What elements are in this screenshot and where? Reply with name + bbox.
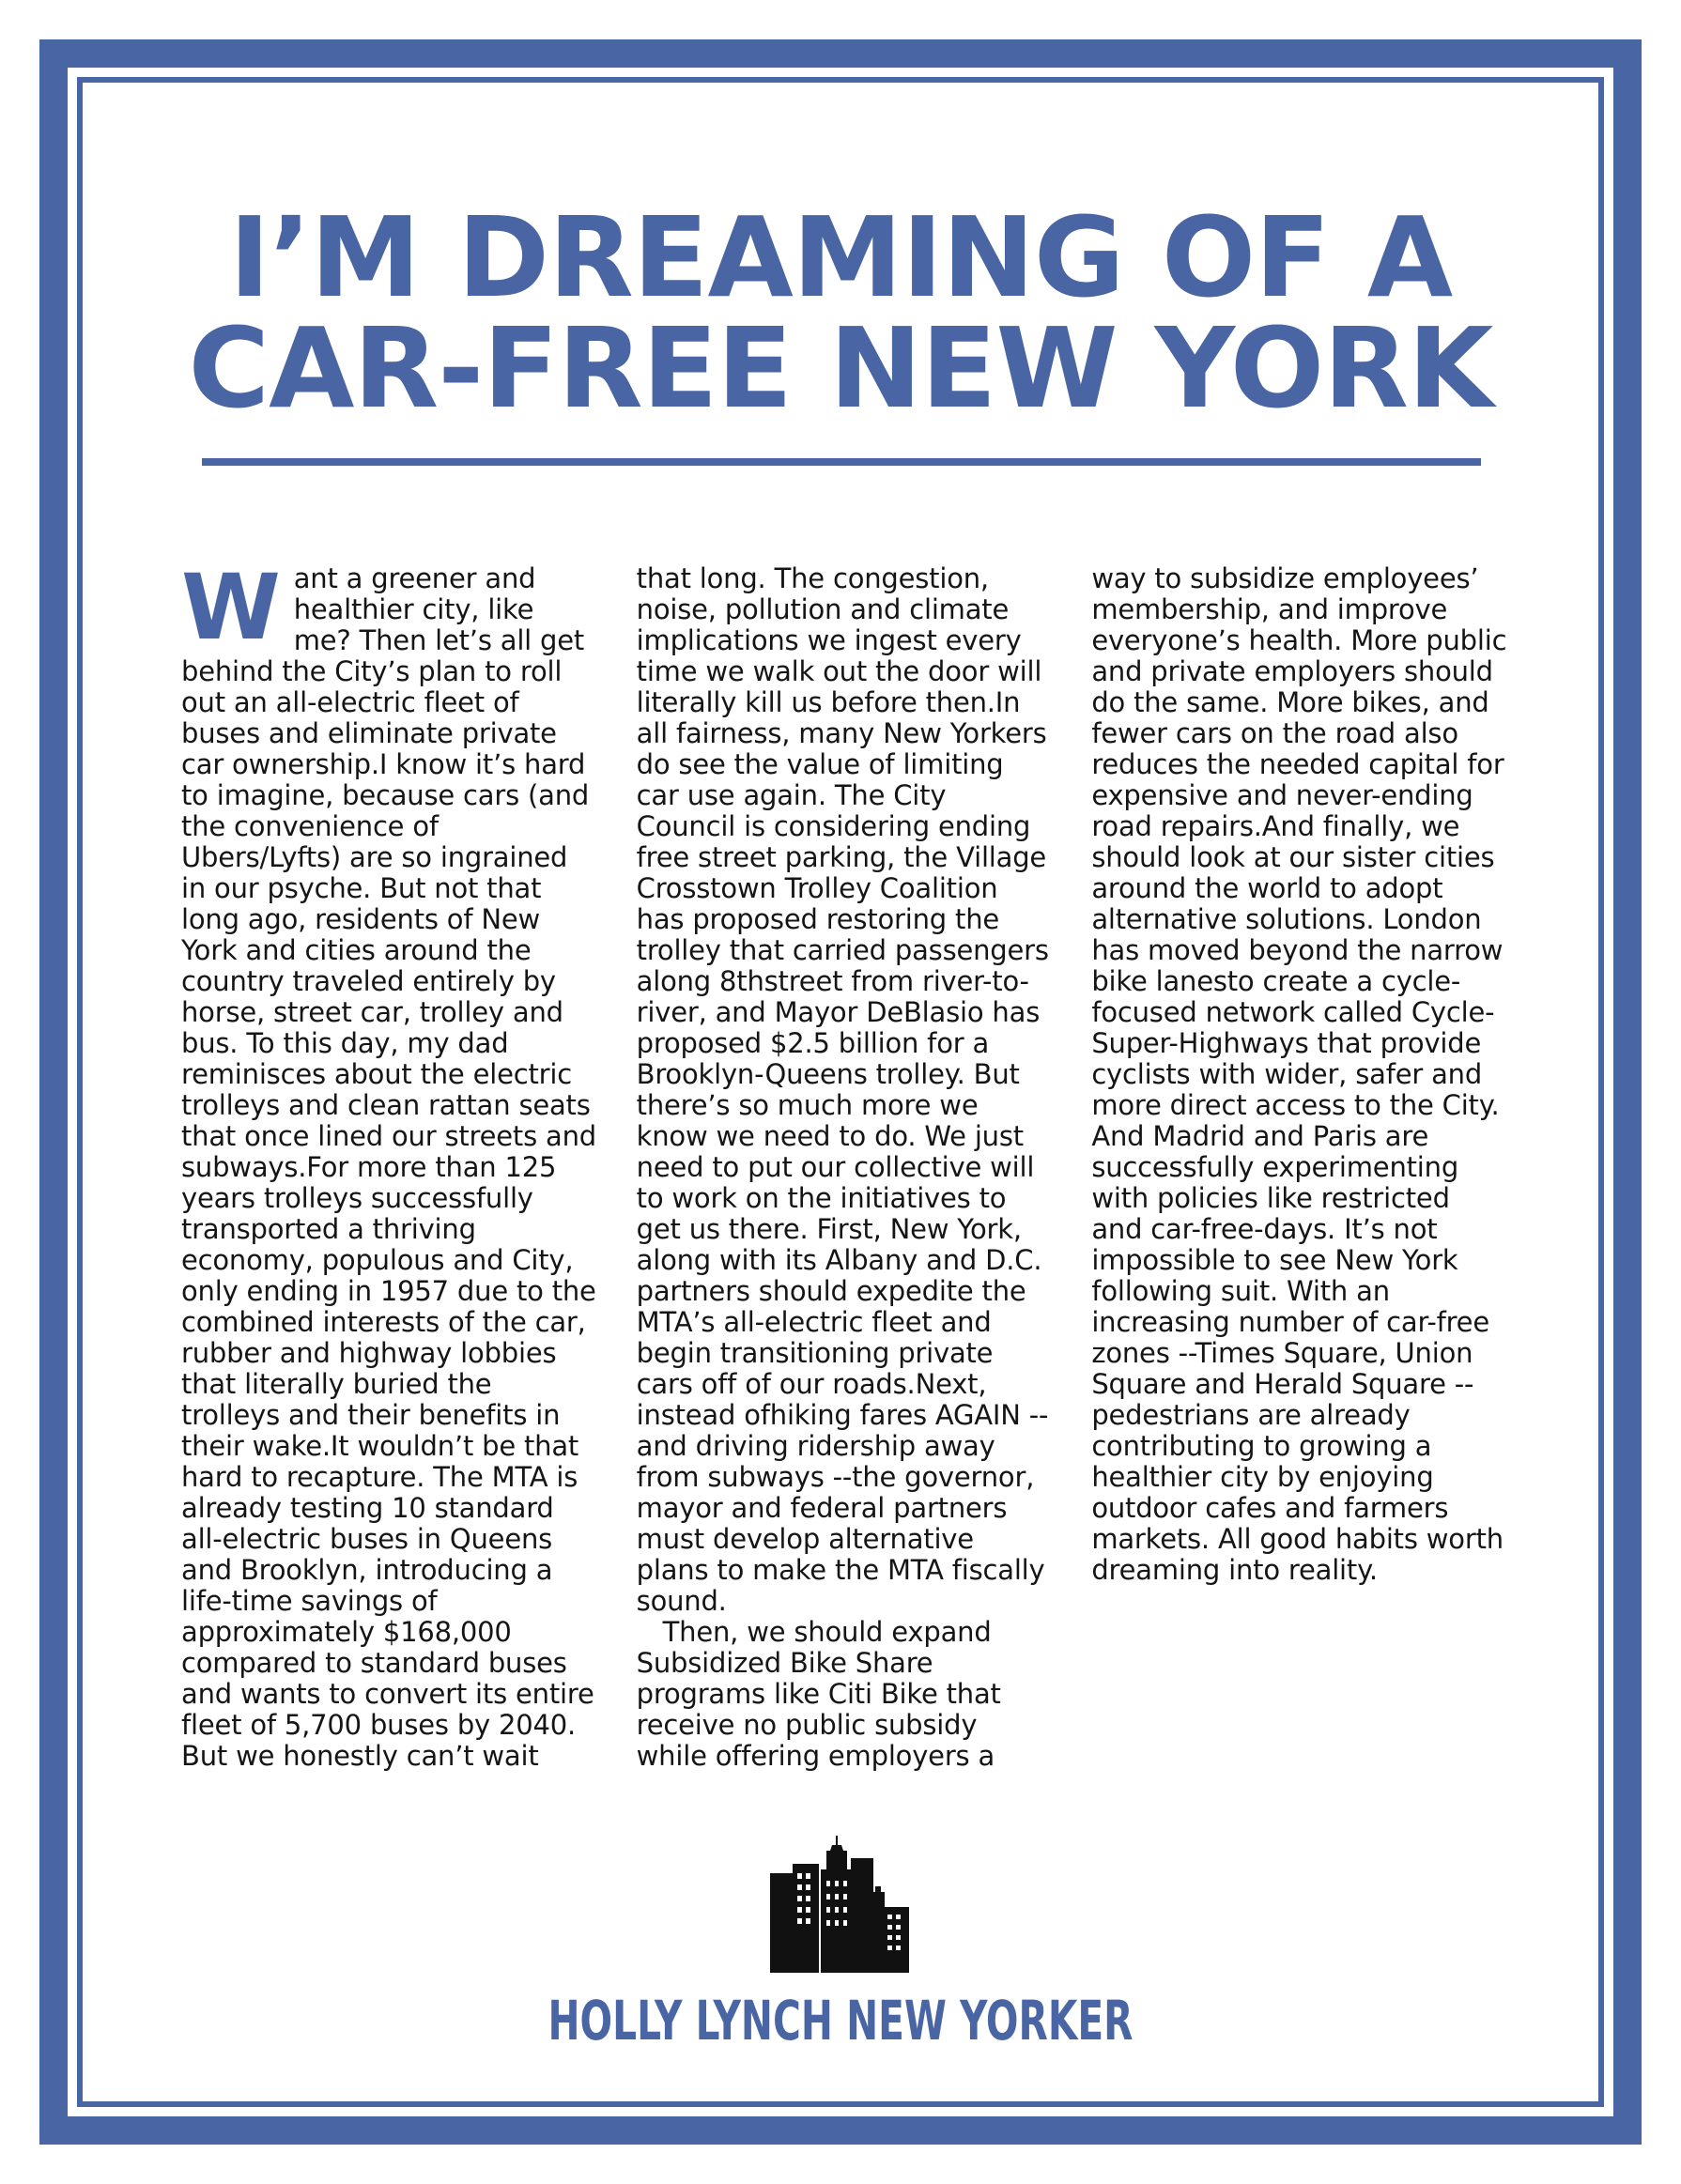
article-paragraph-2: Then, we should expand Subsidized Bike Share programs like Citi Bike that receive no public subsidy while offering employers a way to subsidize employees’ membership, and improve everyone’s health. More public and private employers should do the same. More bikes, and fewer cars on the road also reduces the needed capital for expensive and never-ending road repairs.And finally, we should look at our sister cities around the world to adopt alternative solutions. London has moved beyond the narrow bike lanesto create a cycle-focused network called Cycle-Super-Highways that provide cyclists with wider, safer and more direct access to the City. And Madrid and Paris are successfully experimenting with policies like restricted and car-free-days. It’s not impossible to see New York following suit. With an increasing number of car-free zones --Times Square, Union Square and Herald Square --pedestrians are already contributing to growing a healthier city by enjoying outdoor cafes and farmers markets. All good habits worth dreaming into reality. [636, 562, 1507, 1772]
headline [94, 192, 1587, 433]
city-skyline-icon [768, 1836, 911, 1975]
drop-cap: W [181, 555, 281, 660]
headline-line-2: CAR-FREE NEW YORK [188, 303, 1493, 433]
brand-name: HOLLY LYNCH NEW YORKER [547, 1989, 1134, 2053]
headline-line-1: I’M DREAMING OF A [228, 192, 1453, 322]
article-body [181, 555, 1507, 1784]
article-paragraph-1 [181, 555, 1052, 1784]
article-paragraph-1-text: ant a greener and healthier city, like me? Then let’s all get behind the City’s plan to roll out an all-electric fleet of buses and eliminate private car ownership.I know it’s hard to imagine, because cars (and the convenience of Ubers/Lyfts) are so ingrained in our psyche. But not that long ago, residents of New York and cities around the country traveled entirely by horse, street car, trolley and bus. To this day, my dad reminisces about the electric trolleys and clean rattan seats that once lined our streets and subways.For more than 125 years trolleys successfully transported a thriving economy, populous and City, only ending in 1957 due to the combined interests of the car, rubber and highway lobbies that literally buried the trolleys and their benefits in their wake.It wouldn’t be that hard to recapture. The MTA is already testing 10 standard all-electric buses in Queens and Brooklyn, introducing a life-time savings of approximately $168,000 compared to standard buses and wants to convert its entire fleet of 5,700 buses by 2040. But we honestly can’t wait that long. The congestion, noise, pollution and climate implications we ingest every time we walk out the door will literally kill us before then.In all fairness, many New Yorkers do see the value of limiting car use again. The City Council is considering ending free street parking, the Village Crosstown Trolley Coalition has proposed restoring the trolley that carried passengers along 8thstreet from river-to-river, and Mayor DeBlasio has proposed $2.5 billion for a Brooklyn-Queens trolley. But there’s so much more we know we need to do. We just need to put our collective will to work on the initiatives to get us there. First, New York, along with its Albany and D.C. partners should expedite the MTA’s all-electric fleet and begin transitioning private cars off of our roads.Next, instead ofhiking fares AGAIN --and driving ridership away from subways --the governor, mayor and federal partners must develop alternative plans to make the MTA fiscally sound. [181, 562, 1049, 1772]
headline-divider [202, 458, 1481, 466]
